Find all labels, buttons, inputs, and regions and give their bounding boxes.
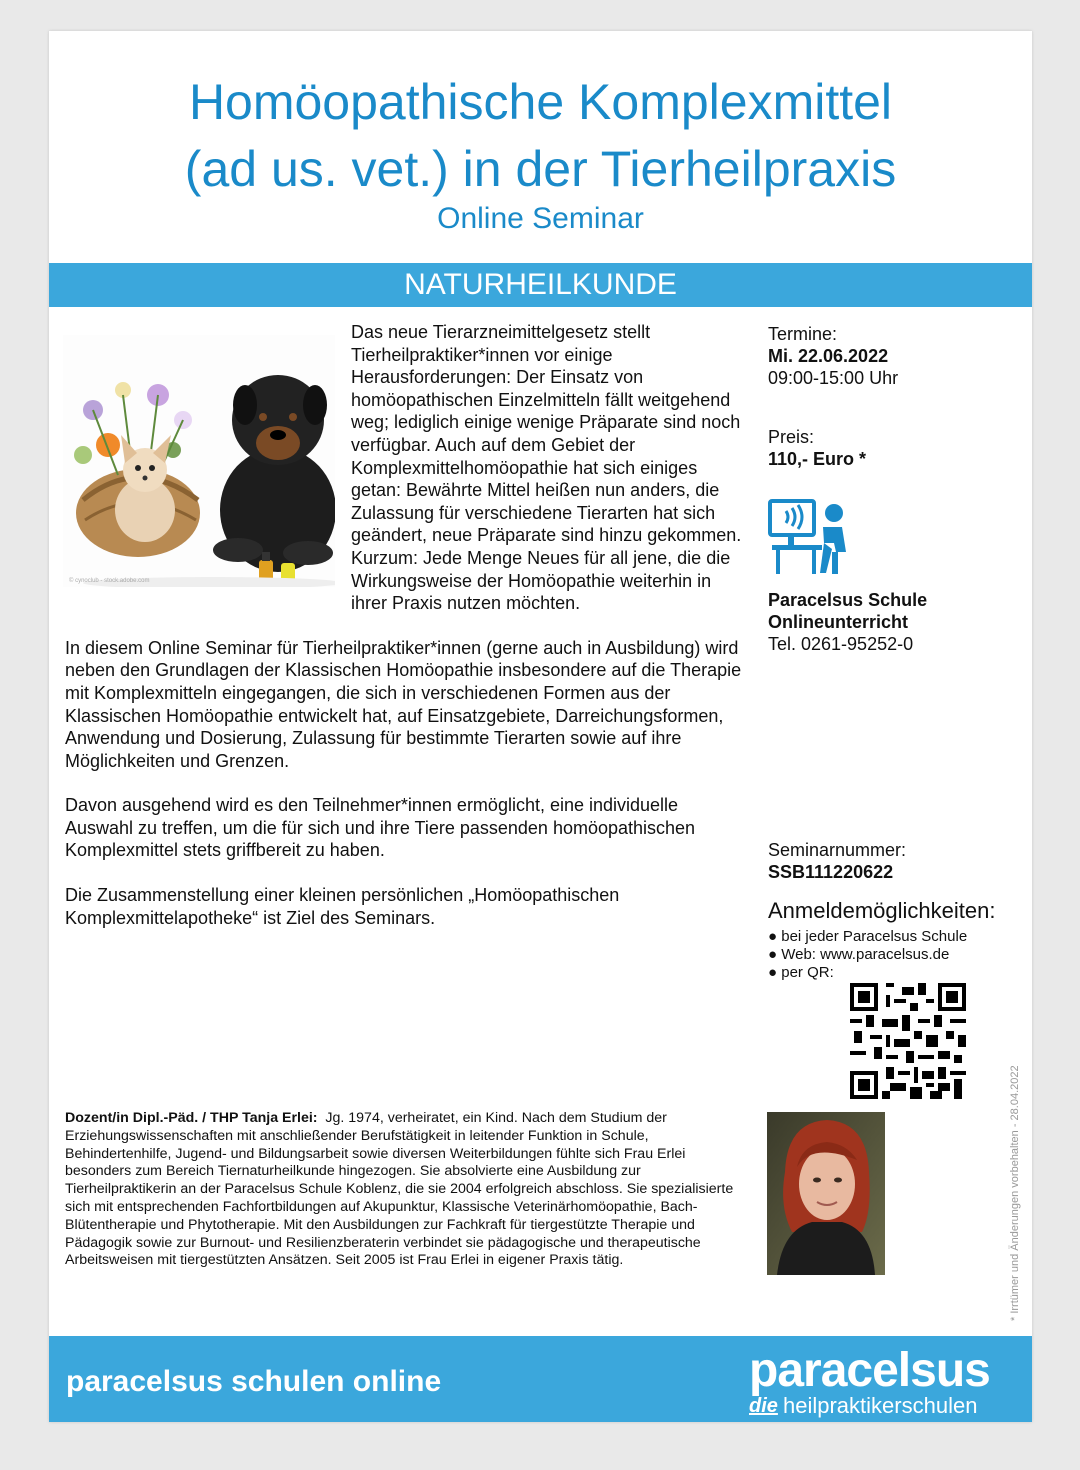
description-paragraph-4: Die Zusammenstellung einer kleinen persönlichen „Homöopathischen Komplexmittelapotheke“ ist Ziel des Seminars.	[65, 885, 620, 928]
flyer-page	[49, 31, 1032, 1422]
description-paragraph-2: In diesem Online Seminar für Tierheilpraktiker*innen (gerne auch in Ausbildung) wird neben den Grundlagen der Klassischen Homöopathie insbesondere auf die Therapie mit Komplexmitteln eingegangen, die sich in verschiedenen Formen aus der Klassischen Homöopathie entwickelt hat, auf Einsatzgebiete, Darreichungsformen, Anwendung und Dosierung, Zulassung für bestimmte Tierarten sowie auf ihre Möglichkeiten und Grenzen.	[65, 637, 742, 771]
lecturer-portrait	[767, 1112, 885, 1275]
bio-text: Jg. 1974, verheiratet, ein Kind. Nach dem Studium der Erziehungswissenschaften mit anschließender Berufstätigkeit in leitender Funktion in Schule, Behindertenhilfe, Jugend- und Bildungsarbeit sowie diversen Weiterbildungen fühlte sich Frau Erlei besonders zum Bereich Tiernaturheilkunde hingezogen. Sie absolvierte eine Ausbildung zur Tierheilpraktikerin an der Paracelsus Schule Koblenz, die sie 2004 erfolgreich abschloss. Sie spezialisierte sich mit entsprechenden Fachfortbildungen auf Akupunktur, Klassische Veterinärhomöopathie, Bach-Blütentherapie und Phytotherapie. Mit den Ausbildungen zur Fachkraft für tiergestützte Therapie und Pädagogik sowie zur Burnout- und Resilienzberaterin verbindet sie pädagogische und therapeutische Arbeitsweisen mit tiergestützten Ansätzen. Seit 2005 ist Frau Erlei in eigener Praxis tätig.	[65, 1110, 734, 1269]
preis-block	[768, 426, 866, 470]
online-seminar-icon	[768, 497, 848, 577]
anmeldung-block	[768, 898, 995, 982]
seminar-number-block	[768, 839, 906, 883]
description	[65, 321, 745, 951]
qr-code-icon[interactable]	[850, 983, 966, 1099]
anmeld-item: ● per QR:	[768, 964, 834, 981]
title-line-1: Homöopathische Komplexmittel	[188, 74, 893, 130]
school-block	[768, 589, 927, 655]
footer-text: paracelsus schulen online	[66, 1365, 442, 1398]
anmeld-item: ● bei jeder Paracelsus Schule	[768, 928, 968, 945]
photo-credit: © cynoclub - stock.adobe.com	[69, 578, 150, 584]
logo-sub: heilpraktikerschulen	[783, 1393, 978, 1418]
description-paragraph-3: Davon ausgehend wird es den Teilnehmer*innen ermöglicht, eine individuelle Auswahl zu treffen, um die für sich und ihre Tiere passenden homöopathischen Komplexmittel stets griffbereit zu haben.	[65, 795, 696, 861]
page-title	[49, 69, 1032, 203]
disclaimer-note: * Irrtümer und Änderungen vorbehalten - 28.04.2022	[1009, 1065, 1021, 1321]
termine-time: 09:00-15:00 Uhr	[768, 368, 899, 388]
anmeld-heading: Anmeldemöglichkeiten:	[768, 898, 996, 923]
termine-label: Termine:	[768, 324, 838, 344]
paracelsus-logo	[749, 1344, 990, 1418]
category-band: NATURHEILKUNDE	[49, 263, 1032, 307]
seminar-label: Seminarnummer:	[768, 840, 907, 860]
logo-die: die	[749, 1395, 778, 1417]
title-line-2: (ad us. vet.) in der Tierheilpraxis	[184, 141, 897, 197]
anmeld-list	[768, 928, 995, 982]
preis-label: Preis:	[768, 427, 815, 447]
description-paragraph-1: Das neue Tierarzneimittelgesetz stellt Tierheilpraktiker*innen vor einige Herausforderungen: Der Einsatz von homöopathischen Einzelmitteln fällt weitgehend weg; lediglich einige wenige Präparate sind noch verfügbar. Auch auf dem Gebiet der Komplexmittelhomöopathie hat sich einiges getan: Bewährte Mittel heißen nun anders, die Zulassung für verschiedene Tierarten hat sich geändert, neue Präparate sind hinzu gekommen. Kurzum: Jede Menge Neues für all jene, die die Wirkungsweise der Homöopathie weiterhin in ihrer Praxis nutzen möchten.	[351, 322, 742, 614]
bio-label: Dozent/in Dipl.-Päd. / THP Tanja Erlei:	[65, 1110, 318, 1126]
page-subtitle: Online Seminar	[437, 202, 644, 235]
termine-date: Mi. 22.06.2022	[768, 346, 889, 366]
seminar-value: SSB111220622	[768, 862, 894, 882]
termine-block	[768, 323, 898, 389]
anmeld-item[interactable]: ● Web: www.paracelsus.de	[768, 946, 950, 963]
logo-main: paracelsus	[749, 1344, 990, 1397]
footer	[49, 1336, 1032, 1422]
lecturer-bio	[65, 1110, 745, 1270]
preis-value: 110,- Euro *	[768, 449, 867, 469]
school-sub: Onlineunterricht	[768, 612, 909, 632]
school-name: Paracelsus Schule	[768, 590, 928, 610]
school-tel: Tel. 0261-95252-0	[768, 634, 914, 654]
